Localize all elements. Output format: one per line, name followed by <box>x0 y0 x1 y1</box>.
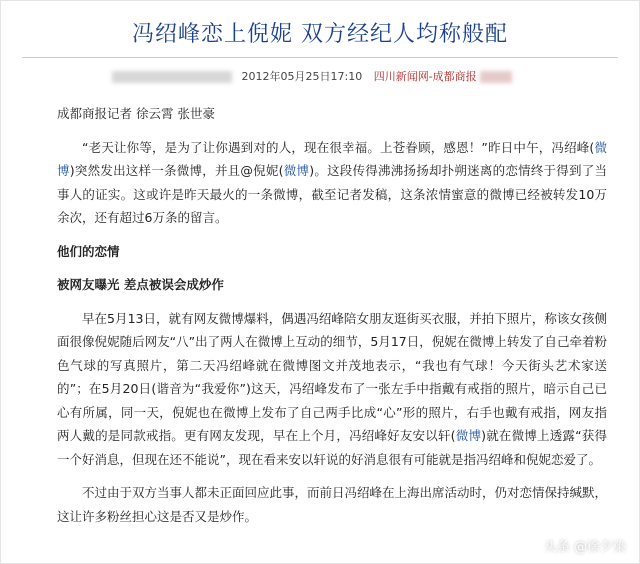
paragraph-2 <box>57 307 607 472</box>
paragraph-1 <box>57 136 607 230</box>
weibo-link[interactable]: 微博 <box>57 139 607 178</box>
paragraph-1-text-a: “老天让你等，是为了让你遇到对的人，现在很幸福。上苍眷顾，感恩！”昨日中午，冯绍峰( <box>82 139 595 155</box>
article-body <box>57 102 607 538</box>
weibo-link[interactable]: 微博 <box>455 428 482 443</box>
blurred-meta-right <box>480 71 512 83</box>
blurred-meta-left <box>112 71 232 83</box>
watermark: 头条 @徐夕染 <box>543 540 626 555</box>
weibo-link[interactable]: 微博 <box>283 163 310 178</box>
article-meta <box>112 67 512 87</box>
publish-date: 2012年05月25日17:10 <box>241 70 363 83</box>
paragraph-3: 不过由于双方当事人都未正面回应此事，而前日冯绍峰在上海出席活动时，仍对恋情保持缄默，这让许多粉丝担心这是否又是炒作。 <box>57 485 608 524</box>
paragraph-1-text-b: )突然发出这样一条微博，并且@倪妮( <box>69 163 284 178</box>
paragraph-2-text-b: )就在微博上透露“获得一个好消息，但现在还不能说”，现在看来安以轩说的好消息很有可能就是指冯绍峰和倪妮恋爱了。 <box>57 428 607 467</box>
article-headline: 冯绍峰恋上倪妮 双方经纪人均称般配 <box>132 22 508 47</box>
source-link[interactable]: 四川新闻网-成都商报 <box>373 70 477 83</box>
section-heading-2: 被网友曝光 差点被误会成炒作 <box>57 277 224 292</box>
paragraph-2-text-a: 早在5月13日，就有网友微博爆料，偶遇冯绍峰陪女朋友逛街买衣服，并拍下照片，称该女孩侧面很像倪妮随后网友“八”出了两人在微博上互动的细节，5月17日，倪妮在微博上转发了自己牵着粉色气球的写真照片，第二天冯绍峰就在微博图文并茂地表示，“我也有气球！今天街头艺术家送的”；在5月20日(谐音为“我爱你”)这天，冯绍峰发布了一张左手中指戴有戒指的照片，暗示自己已心有所属，同一天，倪妮也在微博上发布了自己两手比成“心”形的照片，右手也戴有戒指，网友指两人戴的是同款戒指。更有网友发现，早在上个月，冯绍峰好友安以轩( <box>57 310 607 443</box>
headline-divider <box>22 57 618 58</box>
paragraph-1-text-c: )。这段传得沸沸扬扬却扑朔迷离的恋情终于得到了当事人的证实。这或许是昨天最火的一条微博，截至记者发稿，这条浓情蜜意的微博已经被转发10万余次，还有超过6万条的留言。 <box>57 163 607 225</box>
byline: 成都商报记者 徐云霄 张世豪 <box>57 106 215 121</box>
section-heading-1: 他们的恋情 <box>57 243 120 259</box>
